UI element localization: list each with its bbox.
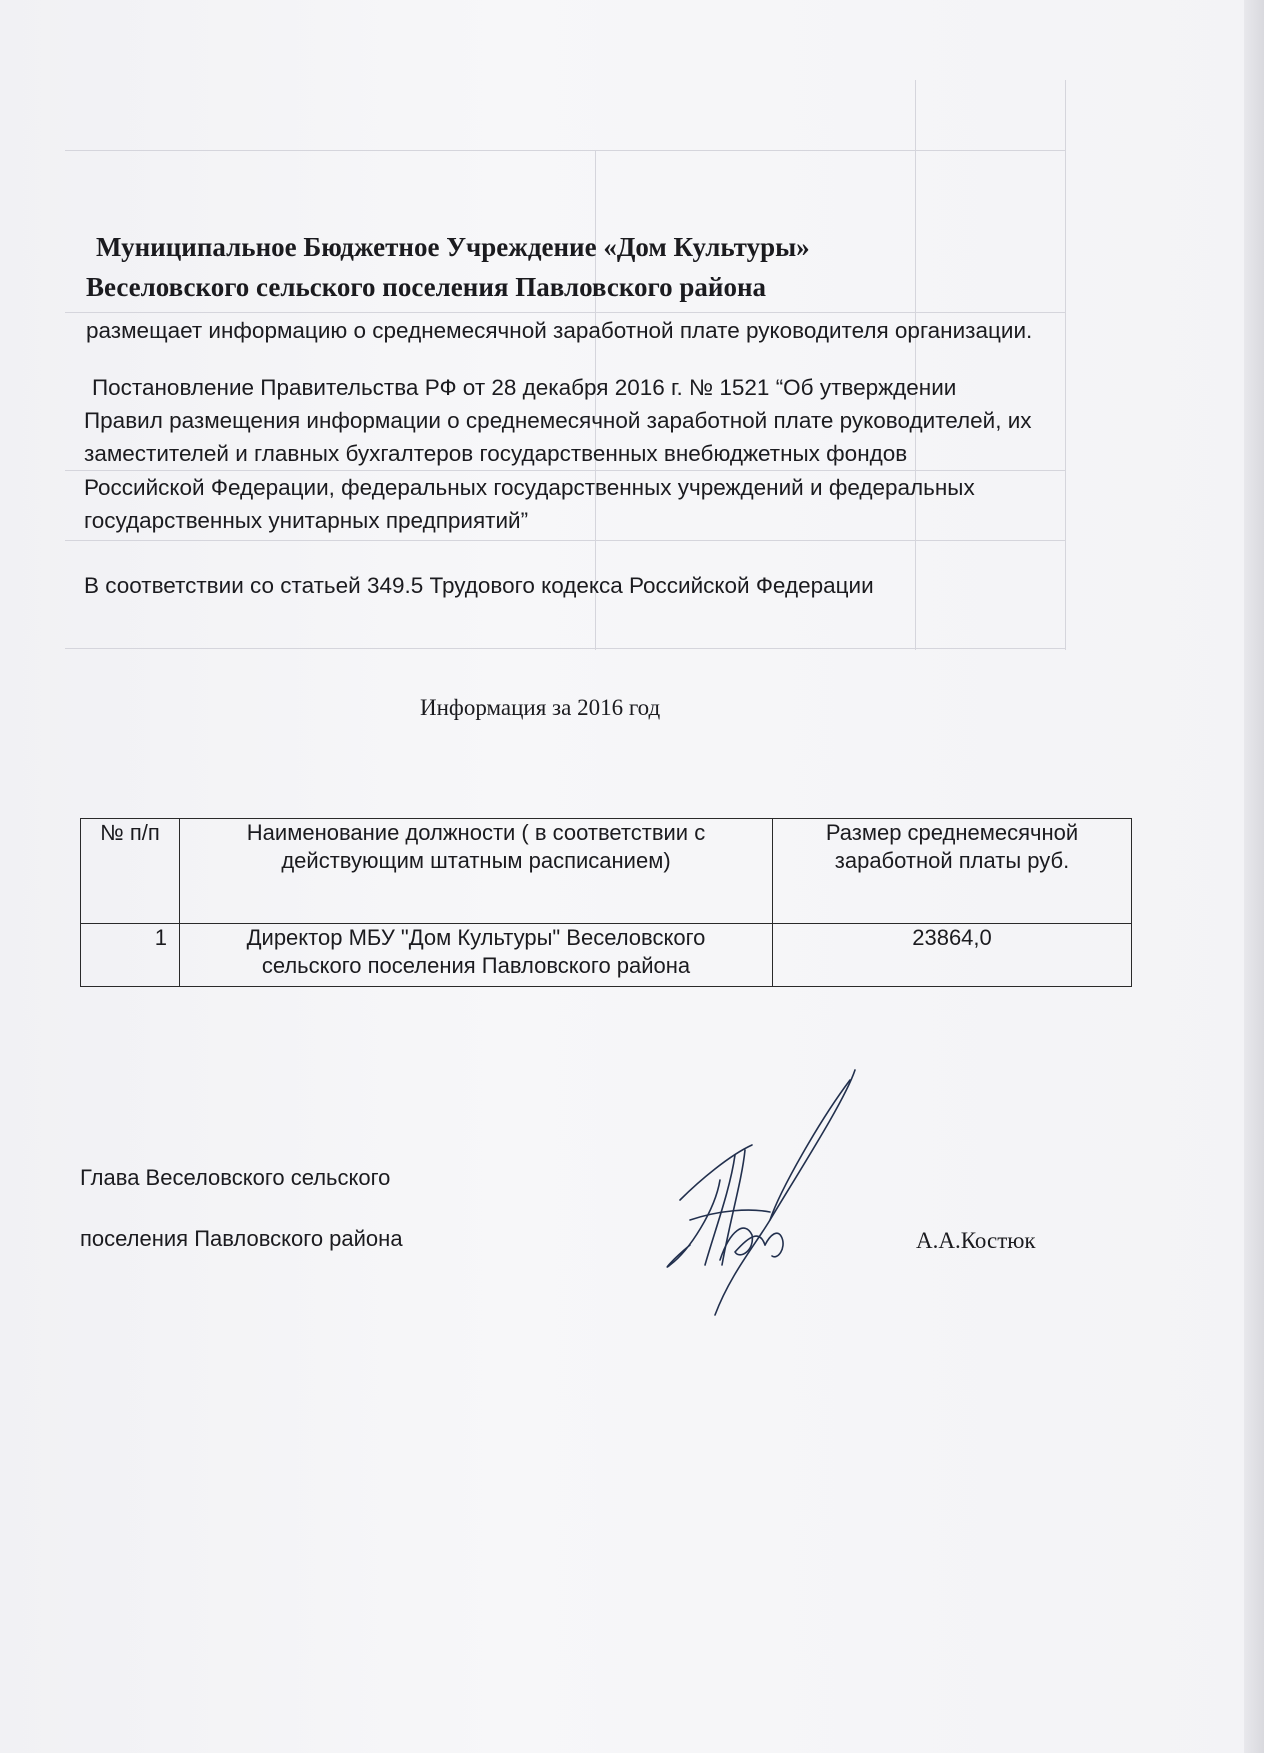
header-position-line1: Наименование должности ( в соответствии с (246, 820, 706, 845)
basis-text-line1: Постановление Правительства РФ от 28 декабря 2016 г. № 1521 “Об утверждении (92, 375, 957, 400)
row-position (180, 924, 773, 987)
purpose-text: размещает информацию о среднемесячной заработной плате руководителя организации. (86, 318, 1033, 343)
header-position-line2: действующим штатным расписанием) (281, 847, 671, 873)
row-position-line2: сельского поселения Павловского района (261, 952, 691, 978)
header-salary (773, 819, 1132, 924)
scan-edge (1244, 0, 1264, 1753)
table-row (81, 924, 1132, 987)
basis-text-line2: Правил размещения информации о среднемесячной заработной плате руководителей, их (84, 408, 1032, 433)
signatory-title-line1: Глава Веселовского сельского (80, 1165, 391, 1190)
organization-name-line1: Муниципальное Бюджетное Учреждение «Дом Культуры» (96, 232, 810, 262)
labor-code-reference: В соответствии со статьей 349.5 Трудового кодекса Российской Федерации (84, 573, 874, 598)
table-header-row (81, 819, 1132, 924)
header-salary-line1: Размер среднемесячной (825, 820, 1079, 845)
info-title: Информация за 2016 год (420, 695, 661, 720)
basis-text-line5: государственных унитарных предприятий” (84, 508, 529, 533)
bleed-through-line (1065, 80, 1066, 650)
handwritten-signature (660, 1060, 900, 1320)
basis-text-line4: Российской Федерации, федеральных государственных учреждений и федеральных (84, 475, 975, 500)
header-salary-line2: заработной платы руб. (834, 847, 1070, 873)
salary-table (80, 818, 1132, 987)
basis-text-line3: заместителей и главных бухгалтеров государственных внебюджетных фондов (84, 441, 908, 466)
header-num: № п/п (81, 819, 180, 924)
signatory-title-line2: поселения Павловского района (80, 1226, 403, 1251)
row-salary: 23864,0 (773, 924, 1132, 987)
row-position-line1: Директор МБУ "Дом Культуры" Веселовского (246, 925, 706, 950)
organization-name-line2: Веселовского сельского поселения Павловского района (86, 272, 766, 302)
bleed-through-line (915, 80, 916, 650)
header-position (180, 819, 773, 924)
row-num: 1 (81, 924, 180, 987)
signatory-name: А.А.Костюк (916, 1228, 1036, 1253)
